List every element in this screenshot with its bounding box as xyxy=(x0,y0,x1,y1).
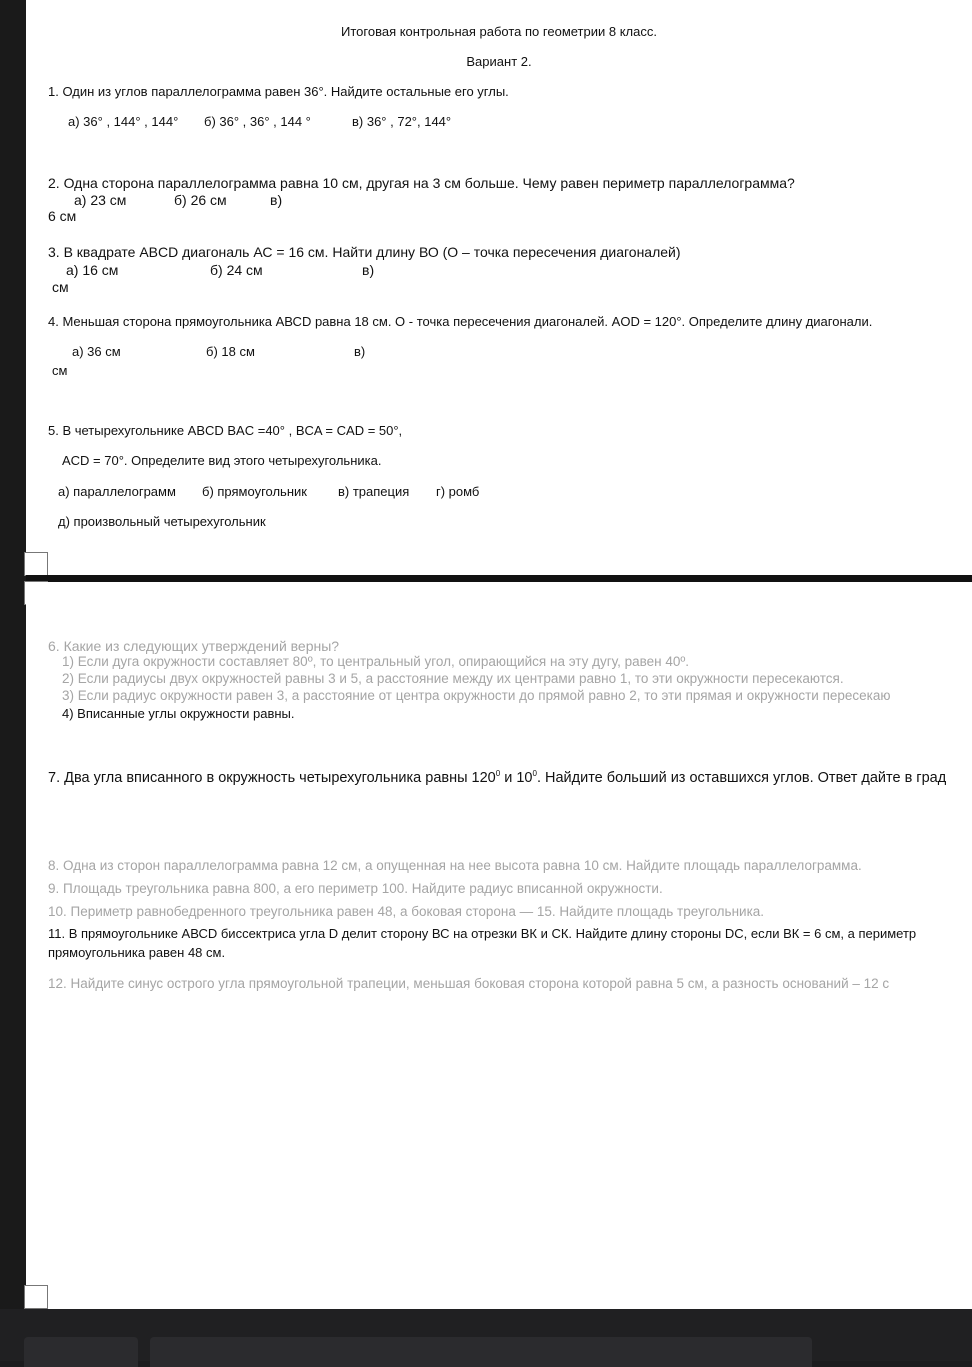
question-5-option-d: г) ромб xyxy=(436,484,480,499)
question-6-statement-4: 4) Вписанные углы окружности равны. xyxy=(62,706,295,721)
question-1-option-c: в) 36° , 72°, 144° xyxy=(352,114,452,129)
question-4-option-c-value: см xyxy=(52,363,68,378)
question-7-part-3: . Найдите больший из оставшихся углов. Ответ дайте в град xyxy=(536,770,947,786)
question-8-text: 8. Одна из сторон параллелограмма равна 12 см, а опущенная на нее высота равна 10 см. Найдите площадь параллелограмма. xyxy=(48,858,862,873)
document-page-lower xyxy=(26,582,972,1309)
bottom-panel-tab[interactable] xyxy=(24,1337,138,1367)
degree-superscript: 0 xyxy=(532,769,537,778)
question-7-part-2: и 10 xyxy=(500,770,533,786)
question-11-line-1: 11. В прямоугольнике АВСD биссектриса угла D делит сторону ВС на отрезки ВК и СК. Найдите длину стороны DC, если ВК = 6 см, а периметр xyxy=(48,926,917,941)
page-corner-marker xyxy=(24,1285,48,1309)
question-4-option-c: в) xyxy=(354,344,366,359)
question-10-text: 10. Периметр равнобедренного треугольника равен 48, а боковая сторона — 15. Найдите площадь треугольника. xyxy=(48,904,765,919)
question-2-option-b: б) 26 см xyxy=(174,192,227,208)
question-3-option-c-value: см xyxy=(52,279,69,295)
question-2-option-c: в) xyxy=(270,192,283,208)
document-page-upper xyxy=(26,0,972,575)
question-3-text: 3. В квадрате ABCD диагональ АС = 16 см. Найти длину ВО (О – точка пересечения диагоналей) xyxy=(48,244,681,260)
worksheet-title: Итоговая контрольная работа по геометрии 8 класс. xyxy=(341,24,657,39)
question-5-option-e: д) произвольный четырехугольник xyxy=(58,514,266,529)
variant-label: Вариант 2. xyxy=(466,54,532,69)
question-6-text: 6. Какие из следующих утверждений верны? xyxy=(48,638,340,654)
question-12-text: 12. Найдите синус острого угла прямоугольной трапеции, меньшая боковая сторона которой равна 5 см, а разность оснований – 12 с xyxy=(48,976,890,991)
question-5-option-c: в) трапеция xyxy=(338,484,410,499)
question-1-text: 1. Один из углов параллелограмма равен 36°. Найдите остальные его углы. xyxy=(48,84,509,99)
bottom-panel xyxy=(0,1309,972,1361)
question-4-option-a: а) 36 см xyxy=(72,344,121,359)
question-3-option-c: в) xyxy=(362,262,375,278)
question-1-option-b: б) 36° , 36° , 144 ° xyxy=(204,114,311,129)
question-3-option-b: б) 24 см xyxy=(210,262,263,278)
question-5-option-a: а) параллелограмм xyxy=(58,484,176,499)
question-6-statement-2: 2) Если радиусы двух окружностей равны 3 и 5, а расстояние между их центрами равно 1, то эти окружности пересекаются. xyxy=(62,671,844,686)
question-1-option-a: а) 36° , 144° , 144° xyxy=(68,114,179,129)
question-2-text: 2. Одна сторона параллелограмма равна 10 см, другая на 3 см больше. Чему равен периметр параллелограмма? xyxy=(48,175,795,191)
question-9-text: 9. Площадь треугольника равна 800, а его периметр 100. Найдите радиус вписанной окружности. xyxy=(48,881,663,896)
question-3-option-a: а) 16 см xyxy=(66,262,119,278)
question-7-part-1: 7. Два угла вписанного в окружность четырехугольника равны 120 xyxy=(48,770,496,786)
left-dark-strip xyxy=(0,0,26,1310)
question-5-option-b: б) прямоугольник xyxy=(202,484,307,499)
page-divider xyxy=(26,575,972,582)
question-6-statement-3: 3) Если радиус окружности равен 3, а расстояние от центра окружности до прямой равно 2, то эти прямая и окружности пересекаю xyxy=(62,688,891,703)
bottom-panel-tab[interactable] xyxy=(150,1337,812,1367)
question-2-option-c-value: 6 см xyxy=(48,208,77,224)
question-2-option-a: а) 23 см xyxy=(74,192,127,208)
question-4-text: 4. Меньшая сторона прямоугольника АВСD равна 18 см. О - точка пересечения диагоналей. AOD = 120°. Определите длину диагонали. xyxy=(48,314,873,329)
question-5-line-1: 5. В четырехугольнике ABCD BAC =40° , BCA = CAD = 50°, xyxy=(48,423,403,438)
page-corner-marker xyxy=(24,552,48,576)
question-7-text xyxy=(48,766,946,786)
question-6-statement-1: 1) Если дуга окружности составляет 80º, то центральный угол, опирающийся на эту дугу, равен 40º. xyxy=(62,654,690,669)
degree-superscript: 0 xyxy=(495,769,501,778)
question-11-line-2: прямоугольника равен 48 см. xyxy=(48,945,226,960)
question-4-option-b: б) 18 см xyxy=(206,344,255,359)
question-5-line-2: ACD = 70°. Определите вид этого четырехугольника. xyxy=(62,453,382,468)
